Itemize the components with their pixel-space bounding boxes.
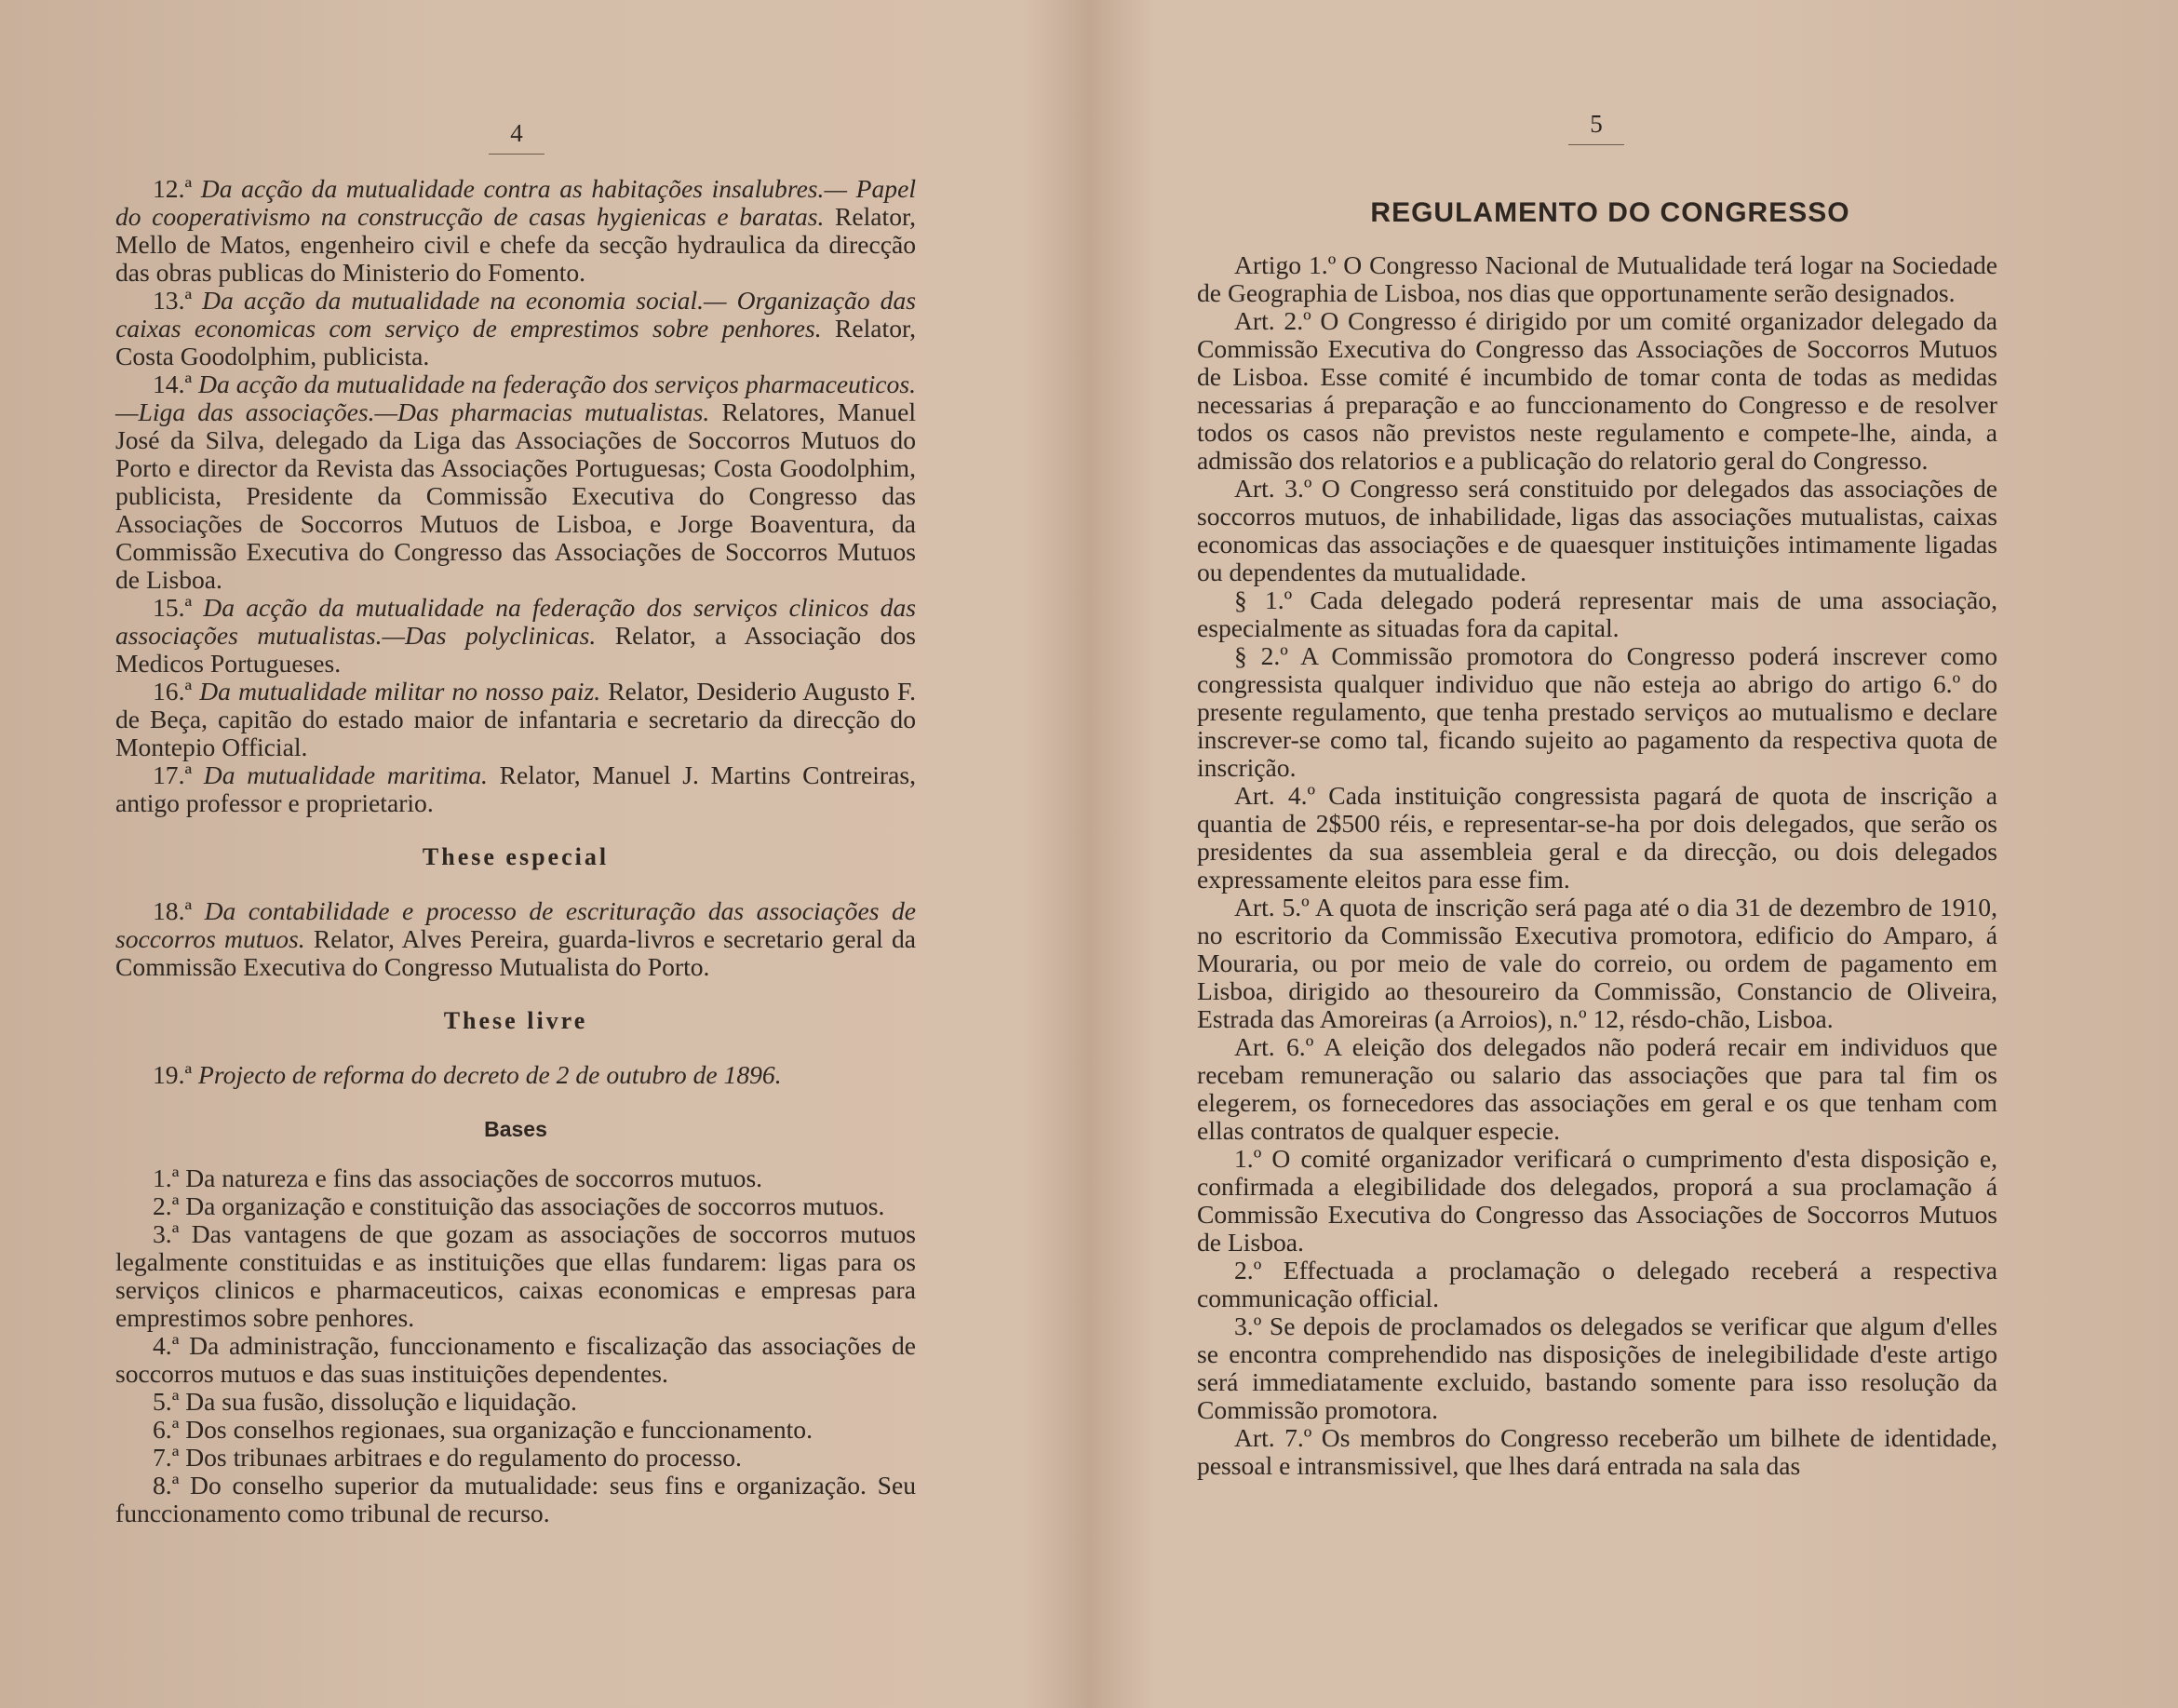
thesis-text: Relator, Desiderio Augusto F. de Beça, capitão do estado maior de infantaria e secretario da direcção do Montepio Official. (115, 677, 916, 761)
article-paragraph: Art. 4.º Cada instituição congressista pagará de quota de inscrição a quantia de 2$500 réis, e representar-se-ha por dois delegados, que serão os presidentes da sua assembleia geral e da direcção, ou dois delegados expressamente eleitos para esse fim. (1197, 781, 1997, 894)
right-page (1089, 0, 2178, 1708)
thesis-paragraph (115, 897, 916, 981)
page-number-rule (489, 154, 544, 155)
thesis-text: Relator, Mello de Matos, engenheiro civil e chefe da secção hydraulica da direcção das obras publicas do Ministerio do Fomento. (115, 202, 916, 287)
article-paragraph: § 2.º A Commissão promotora do Congresso poderá inscrever como congressista qualquer individuo que não esteja ao abrigo do artigo 6.º do presente regulamento, que tenha prestado serviços ao mutualismo e declare inscrever-se como tal, ficando sujeito ao pagamento da respectiva quota de inscrição. (1197, 641, 1997, 782)
thesis-title: Projecto de reforma do decreto de 2 de outubro de 1896. (198, 1060, 782, 1089)
thesis-title: Da acção da mutualidade na federação dos serviços pharmaceuticos.—Liga das associações.—Das pharmacias mutualistas. (115, 370, 916, 426)
thesis-text: Relatores, Manuel José da Silva, delegado da Liga das Associações de Soccorros Mutuos do Porto e director da Revista das Associações Portuguesas; Costa Goodolphim, publicista, Presidente da Commissão Executiva do Congresso das Associações de Soccorros Mutuos de Lisboa, e Jorge Boaventura, da Commissão Executiva do Congresso das Associações de Soccorros Mutuos de Lisboa. (115, 397, 916, 594)
page-number-rule (1568, 144, 1624, 145)
base-item: 3.ª Das vantagens de que gozam as associações de soccorros mutuos legalmente constituidas e as instituições que ellas fundarem: ligas para os serviços clinicos e pharmaceuticos, caixas economicas e empresas para emprestimos sobre penhores. (115, 1219, 916, 1332)
thesis-number: 19.ª (153, 1060, 199, 1089)
thesis-paragraph (115, 1061, 916, 1089)
these-livre-heading: These livre (443, 1007, 588, 1034)
article-paragraph: Art. 3.º O Congresso será constituido por delegados das associações de soccorros mutuos, de inhabilidade, ligas das associações mutualistas, caixas economicas das associações e de quaesquer instituições intimamente ligadas ou dependentes da mutualidade. (1197, 474, 1997, 586)
article-paragraph: Art. 5.º A quota de inscrição será paga até o dia 31 de dezembro de 1910, no escritorio da Commissão Executiva promotora, edificio do Amparo, á Mouraria, ou por meio de vale do correio, ou ordem de pagamento em Lisboa, dirigido ao thesoureiro da Commissão, Constancio de Oliveira, Estrada das Amoreiras (a Arroios), n.º 12, résdo-chão, Lisboa. (1197, 893, 1997, 1033)
thesis-paragraph (115, 678, 916, 761)
article-paragraph: § 1.º Cada delegado poderá representar mais de uma associação, especialmente as situadas fora da capital. (1197, 585, 1997, 642)
bases-heading: Bases (484, 1117, 547, 1141)
base-item: 2.ª Da organização e constituição das associações de soccorros mutuos. (153, 1191, 885, 1220)
thesis-paragraph (115, 761, 916, 817)
base-item: 1.ª Da natureza e fins das associações de soccorros mutuos. (153, 1163, 763, 1192)
thesis-text: Relator, Alves Pereira, guarda-livros e secretario geral da Commissão Executiva do Congresso Mutualista do Porto. (115, 924, 916, 981)
thesis-number: 13.ª (153, 286, 203, 315)
thesis-paragraph (115, 287, 916, 370)
thesis-title: Da acção da mutualidade contra as habitações insalubres.— Papel do cooperativismo na construcção de casas hygienicas e baratas. (115, 174, 916, 231)
article-paragraph: Art. 7.º Os membros do Congresso receberão um bilhete de identidade, pessoal e intransmissivel, que lhes dará entrada na sala das (1197, 1423, 1997, 1480)
thesis-title: Da mutualidade militar no nosso paiz. (199, 677, 601, 706)
thesis-title: Da contabilidade e processo de escrituração das associações de soccorros mutuos. (115, 896, 916, 953)
base-item: 7.ª Dos tribunaes arbitraes e do regulamento do processo. (153, 1443, 742, 1472)
these-especial-heading: These especial (422, 843, 610, 870)
thesis-title: Da acção da mutualidade na economia social.— Organização das caixas economicas com serviço de emprestimos sobre penhores. (115, 286, 916, 343)
article-paragraph: 2.º Effectuada a proclamação o delegado receberá a respectiva communicação official. (1197, 1256, 1997, 1312)
page-number-text: 5 (1590, 110, 1603, 138)
thesis-number: 12.ª (153, 174, 201, 203)
thesis-number: 14.ª (153, 370, 199, 398)
page-number (1550, 110, 1643, 145)
thesis-paragraph (115, 175, 916, 287)
right-column (1197, 251, 1997, 1480)
thesis-paragraph (115, 370, 916, 594)
thesis-number: 16.ª (153, 677, 200, 706)
thesis-text: Relator, a Associação dos Medicos Portugueses. (115, 621, 916, 678)
article-paragraph: Artigo 1.º O Congresso Nacional de Mutualidade terá logar na Sociedade de Geographia de Lisboa, nos dias que opportunamente serão designados. (1197, 250, 1997, 307)
thesis-paragraph (115, 594, 916, 678)
regulation-title: REGULAMENTO DO CONGRESSO (1370, 197, 1850, 228)
article-paragraph: Art. 6.º A eleição dos delegados não poderá recair em individuos que recebam remuneração ou salario das associações que para tal fim os elegerem, os fornecedores das associações em geral e os que tenham com ellas contratos de qualquer especie. (1197, 1032, 1997, 1145)
article-paragraph: Art. 2.º O Congresso é dirigido por um comité organizador delegado da Commissão Executiva do Congresso das Associações de Soccorros Mutuos de Lisboa. Esse comité é incumbido de tomar conta de todas as medidas necessarias á preparação e ao funccionamento do Congresso e de resolver todos os casos não previstos neste regulamento e compete-lhe, ainda, a admissão dos relatorios e a publicação do relatorio geral do Congresso. (1197, 306, 1997, 475)
base-item: 4.ª Da administração, funccionamento e fiscalização das associações de soccorros mutuos e das suas instituições dependentes. (115, 1331, 916, 1388)
article-paragraph: 1.º O comité organizador verificará o cumprimento d'esta disposição e, confirmada a elegibilidade dos delegados, proporá a sua proclamação á Commissão Executiva do Congresso das Associações de Soccorros Mutuos de Lisboa. (1197, 1144, 1997, 1257)
base-item: 8.ª Do conselho superior da mutualidade: seus fins e organização. Seu funccionamento como tribunal de recurso. (115, 1471, 916, 1527)
base-item: 5.ª Da sua fusão, dissolução e liquidação. (153, 1387, 577, 1416)
left-column (115, 175, 916, 1527)
article-paragraph: 3.º Se depois de proclamados os delegados se verificar que algum d'elles se encontra comprehendido nas disposições de inelegibilidade d'este artigo será immediatamente excluido, bastando somente para isso resolução da Commissão promotora. (1197, 1311, 1997, 1424)
thesis-number: 18.ª (153, 896, 205, 925)
thesis-number: 15.ª (153, 593, 204, 622)
thesis-number: 17.ª (153, 760, 204, 789)
base-item: 6.ª Dos conselhos regionaes, sua organização e funccionamento. (153, 1415, 813, 1444)
page-number (470, 119, 563, 155)
thesis-text: Relator, Costa Goodolphim, publicista. (115, 314, 916, 370)
thesis-text: Relator, Manuel J. Martins Contreiras, antigo professor e proprietario. (115, 760, 916, 817)
page-number-text: 4 (510, 119, 523, 147)
thesis-title: Da acção da mutualidade na federação dos serviços clinicos das associações mutualistas.—Das polyclinicas. (115, 593, 916, 650)
thesis-title: Da mutualidade maritima. (203, 760, 488, 789)
